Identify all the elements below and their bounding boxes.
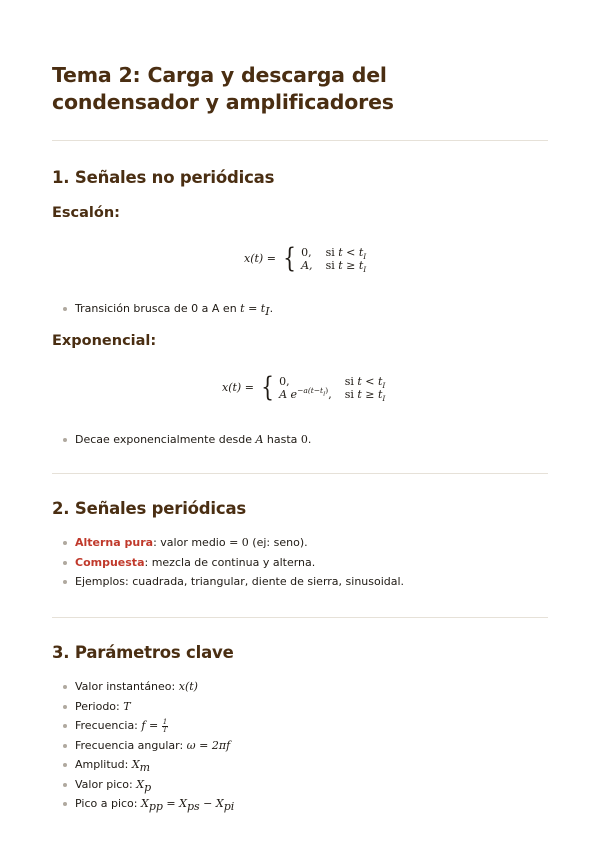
list-item: Valor instantáneo: x(t) (52, 677, 548, 697)
subheading-escalon: Escalón: (52, 205, 120, 221)
divider (52, 140, 548, 141)
escalon-notes (52, 299, 548, 319)
section-heading-parametros-clave: 3. Parámetros clave (52, 643, 234, 662)
divider (52, 617, 548, 618)
list-item: Transición brusca de 0 a A en $t = t_I$. (52, 299, 548, 319)
list-item: Amplitud: $X_m$ (52, 755, 548, 775)
equation-lhs: x(t) = (222, 381, 254, 394)
case-condition: si $t \ge t_I$ (344, 387, 386, 403)
exponencial-notes (52, 430, 548, 450)
equation-lhs: x(t) = (244, 252, 276, 265)
piecewise-cases (301, 246, 366, 272)
list-item: Decae exponencialmente desde A hasta 0. (52, 430, 548, 450)
subheading-exponencial: Exponencial: (52, 333, 157, 349)
case-row (279, 375, 385, 388)
case-value: 0, (301, 245, 312, 259)
list-item: Frecuencia angular: ω = 2πf (52, 736, 548, 756)
section-heading-senales-periodicas: 2. Señales periódicas (52, 499, 246, 518)
fraction: $\frac{1}{T}$ (162, 717, 168, 734)
list-item: Periodo: T (52, 697, 548, 717)
senales-periodicas-list (52, 533, 548, 592)
brace: { (261, 372, 274, 403)
equation-exponencial (222, 374, 385, 401)
section-heading-senales-no-periodicas: 1. Señales no periódicas (52, 168, 275, 187)
case-row (301, 246, 366, 259)
case-row (301, 259, 366, 272)
highlight-term: Alterna pura (75, 536, 154, 549)
parametros-list (52, 677, 548, 814)
case-condition: si $t < t_I$ (344, 374, 386, 390)
list-item: Frecuencia: f = $\frac{1}{T}$ (52, 716, 548, 736)
case-value: 0, (279, 374, 290, 388)
list-item: Ejemplos: cuadrada, triangular, diente de sierra, sinusoidal. (52, 572, 548, 592)
case-row (279, 388, 385, 401)
equation-escalon (244, 245, 366, 272)
case-value: A $e^{-a(t-t_I)}$, (279, 385, 332, 401)
page-title: Tema 2: Carga y descarga del condensador y amplificadores (52, 63, 394, 114)
case-condition: si $t < t_I$ (325, 245, 367, 261)
list-item: Alterna pura: valor medio = 0 (ej: seno). (52, 533, 548, 553)
divider (52, 473, 548, 474)
highlight-term: Compuesta (75, 555, 145, 569)
case-value: A, (301, 258, 313, 272)
case-condition: si $t \ge t_I$ (325, 258, 367, 274)
list-item: Pico a pico: $X_{pp} = X_{ps} - X_{pi}$ (52, 794, 548, 814)
list-item: Valor pico: $X_p$ (52, 775, 548, 795)
brace: { (283, 243, 296, 274)
piecewise-cases (279, 375, 385, 401)
list-item: Compuesta: mezcla de continua y alterna. (52, 553, 548, 573)
